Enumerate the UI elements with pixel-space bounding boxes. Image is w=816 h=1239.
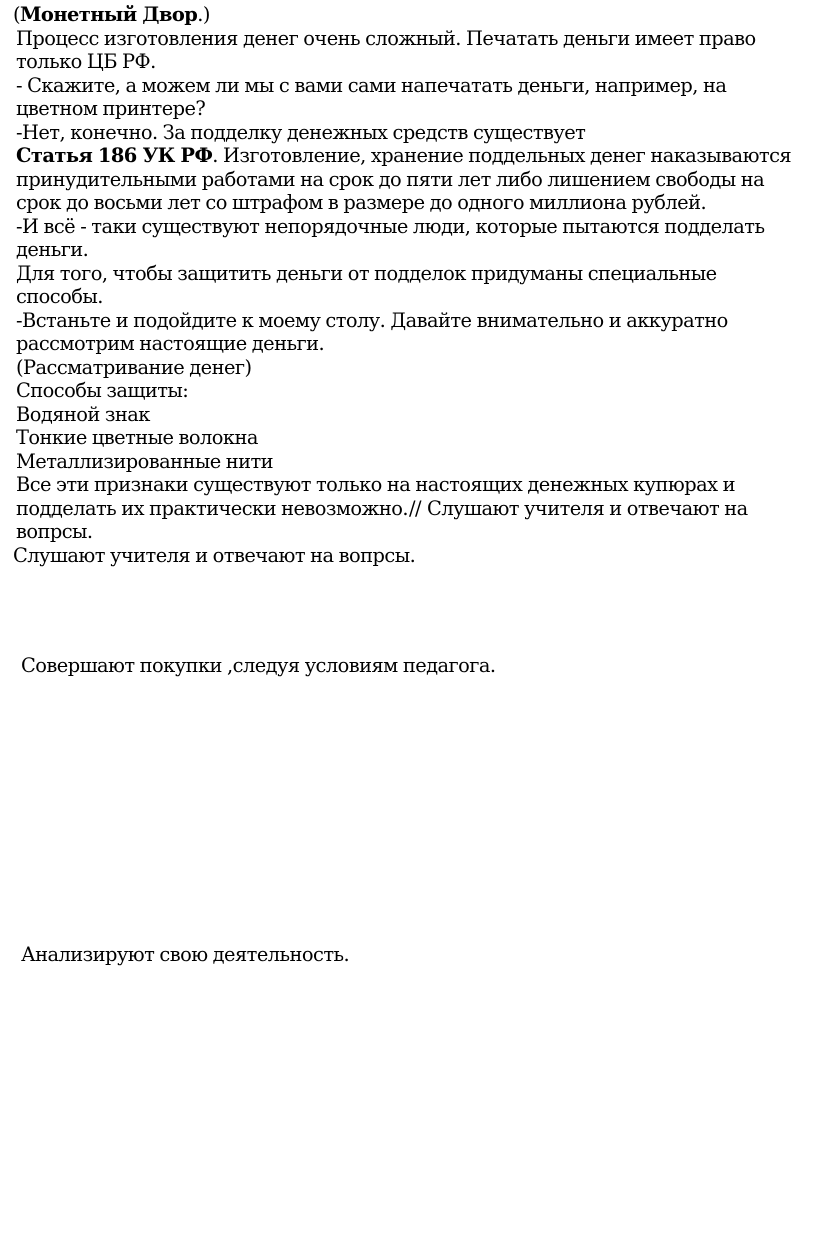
conclusion-student-activity: Слушают учителя и отвечают на вопрсы.	[16, 496, 748, 543]
list-item-fibers: Тонкие цветные волокна	[16, 426, 258, 449]
paragraph-examination: (Рассматривание денег)	[16, 355, 252, 379]
list-item-watermark: Водяной знак	[16, 402, 150, 426]
document-body	[13, 3, 806, 567]
note-analysis: Анализируют свою деятельность.	[21, 943, 350, 966]
paragraph-article	[16, 144, 806, 215]
paragraph-answer: -Нет, конечно. За подделку денежных средств существует	[16, 120, 586, 144]
heading-title: Монетный Двор	[20, 3, 198, 26]
column-separator: //	[408, 496, 421, 520]
paragraph-protection-methods: Для того, чтобы защитить деньги от подделок придуманы специальные способы.	[16, 261, 717, 308]
paragraph-instruction: -Встаньте и подойдите к моему столу. Давайте внимательно и аккуратно рассмотрим настоящие деньги.	[16, 308, 728, 355]
paragraph-protection-heading: Способы защиты:	[16, 379, 189, 402]
paragraph-conclusion	[16, 473, 806, 544]
note-purchase: Совершают покупки ,следуя условиям педагога.	[21, 654, 496, 677]
paragraph-dishonest-people: -И всё - таки существуют непорядочные люди, которые пытаются подделать деньги.	[16, 214, 765, 261]
article-label: Статья 186 УК РФ	[16, 144, 213, 167]
paragraph-student-activity: Слушают учителя и отвечают на вопрсы.	[13, 543, 416, 567]
conclusion-text: Все эти признаки существуют только на настоящих денежных купюрах и подделать их практически невозможно.	[16, 473, 735, 520]
paragraph-money-making: Процесс изготовления денег очень сложный. Печатать деньги имеет право только ЦБ РФ.	[16, 26, 756, 73]
heading-open-paren: (	[13, 3, 21, 26]
heading-close-paren: .)	[197, 3, 210, 26]
paragraph-question: - Скажите, а можем ли мы с вами сами напечатать деньги, например, на цветном принтере?	[16, 73, 727, 120]
list-item-metal-threads: Металлизированные нити	[16, 449, 274, 473]
article-text: . Изготовление, хранение поддельных денег наказываются принудительными работами на срок до пяти лет либо лишением свободы на срок до восьми лет со штрафом в размере до одного миллиона рублей.	[16, 144, 792, 214]
lesson-heading	[13, 3, 806, 27]
